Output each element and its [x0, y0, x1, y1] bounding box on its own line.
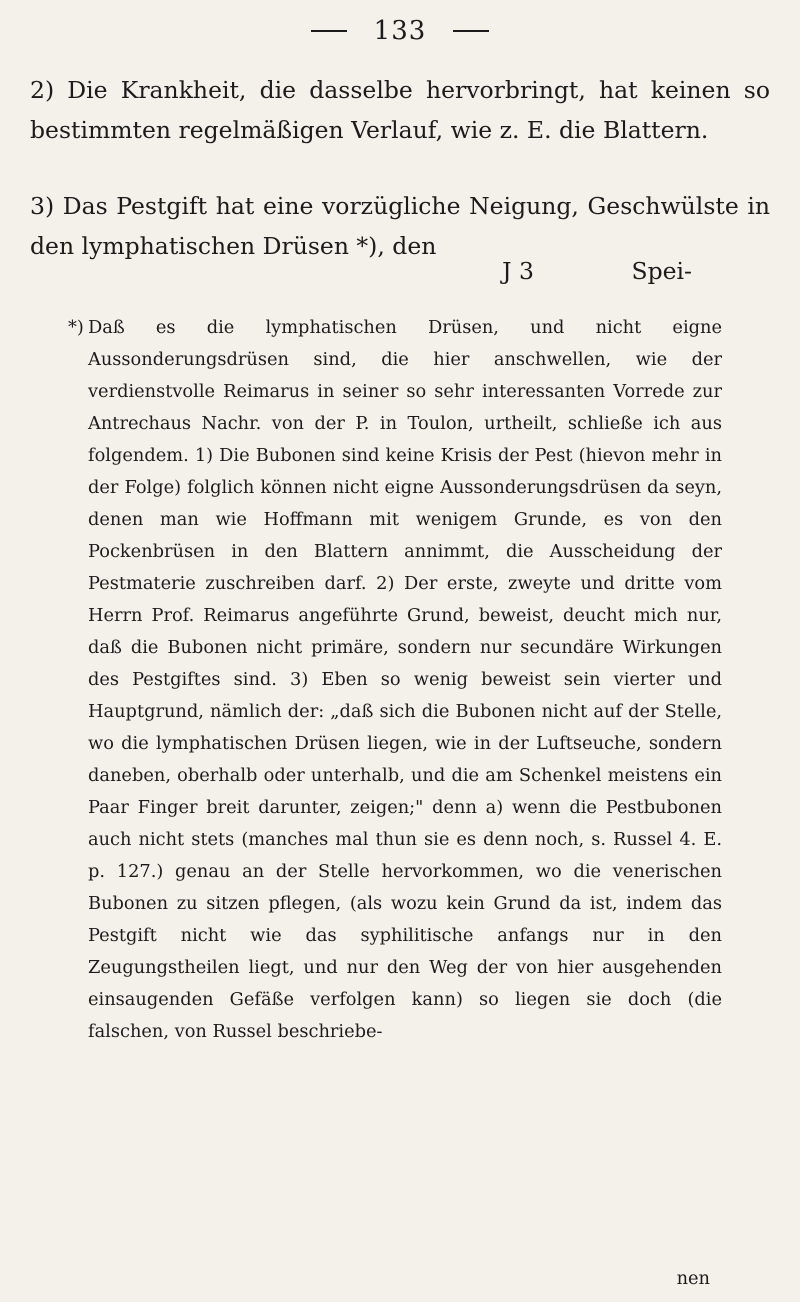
printer-signature: J 3 — [502, 257, 534, 285]
paragraph-2: 2) Die Krankheit, die dasselbe hervorbringt, hat keinen so bestimmten regelmäßigen Verlauf, wie z. E. die Blattern. — [30, 76, 770, 144]
paragraph-3: 3) Das Pestgift hat eine vorzügliche Neigung, Geschwülste in den lymphatischen Drüsen *), den — [30, 192, 770, 260]
footnote-text — [68, 312, 722, 1048]
header-rule-right — [453, 30, 489, 32]
footnote-marker: *) — [68, 317, 84, 338]
catchword: Spei- — [631, 257, 692, 285]
footnote-catchword: nen — [676, 1268, 710, 1289]
signature-line — [502, 257, 692, 285]
header-rule-left — [311, 30, 347, 32]
footnote-body: Daß es die lymphatischen Drüsen, und nicht eigne Aussonderungsdrüsen sind, die hier anschwellen, wie der verdienstvolle Reimarus in seiner so sehr interessanten Vorrede zur Antrechaus Nachr. von der P. in Toulon, urtheilt, schließe ich aus folgendem. 1) Die Bubonen sind keine Krisis der Pest (hievon mehr in der Folge) folglich können nicht eigne Aussonderungsdrüsen da seyn, denen man wie Hoffmann mit wenigem Grunde, es von den Pockenbrüsen in den Blattern annimmt, die Ausscheidung der Pestmaterie zuschreiben darf. 2) Der erste, zweyte und dritte vom Herrn Prof. Reimarus angeführte Grund, beweist, deucht mich nur, daß die Bubonen nicht primäre, sondern nur secundäre Wirkungen des Pestgiftes sind. 3) Eben so wenig beweist sein vierter und Hauptgrund, nämlich der: „daß sich die Bubonen nicht auf der Stelle, wo die lymphatischen Drüsen liegen, wie in der Luftseuche, sondern daneben, oberhalb oder unterhalb, und die am Schenkel meistens ein Paar Finger breit darunter, zeigen;" denn a) wenn die Pestbubonen auch nicht stets (manches mal thun sie es denn noch, s. Russel 4. E. p. 127.) genau an der Stelle hervorkommen, wo die venerischen Bubonen zu sitzen pflegen, (als wozu kein Grund da ist, indem das Pestgift nicht wie das syphilitische anfangs nur in den Zeugungstheilen liegt, und nur den Weg der von hier ausgehenden einsaugenden Gefäße verfolgen kann) so liegen sie doch (die falschen, von Russel beschriebe- — [88, 317, 722, 1042]
page-number: 133 — [373, 16, 427, 46]
page-header — [0, 16, 800, 46]
footnote — [68, 312, 722, 1048]
main-text — [30, 70, 770, 266]
